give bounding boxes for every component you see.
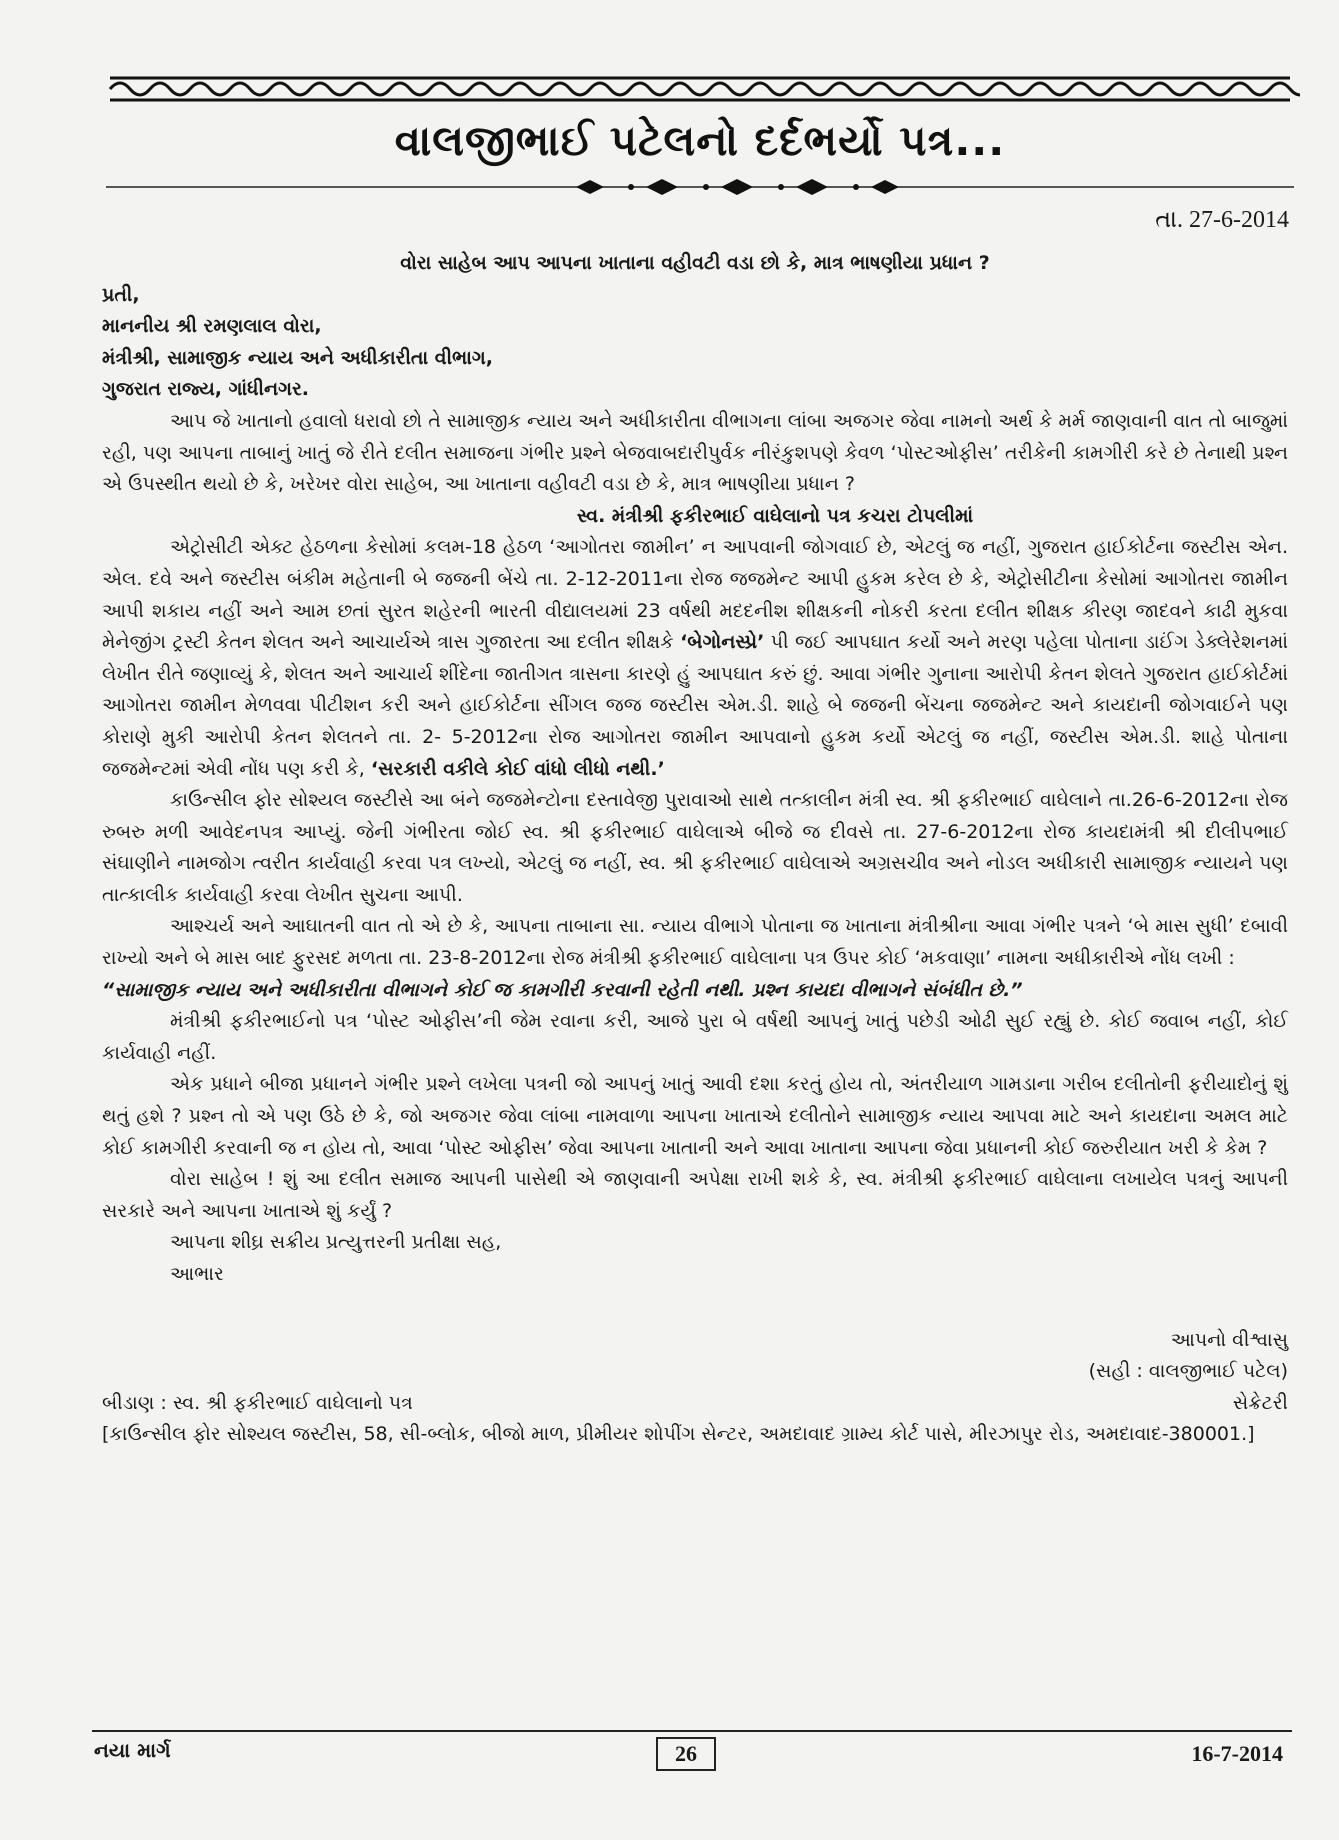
address-line: ગુજરાત રાજ્ય, ગાંધીનગર. — [102, 378, 310, 401]
footer-rule — [92, 1730, 1292, 1732]
address-line: પ્રતી, — [102, 283, 140, 306]
signature-line: સેક્રેટરી — [1232, 1391, 1288, 1414]
paragraph: આશ્ચર્ય અને આઘાતની વાત તો એ છે કે, આપના તાબાના સા. ન્યાય વીભાગે પોતાના જ ખાતાના મંત્રીશ્રીના આવા ગંભીર પત્રને ‘બે માસ સુધી’ દબાવી રાખ્યો અને બે માસ બાદ ફુરસદ મળતા તા. 23-8-2012ના રોજ મંત્રીશ્રી ફકીરભાઈ વાઘેલાના પત્ર ઉપર કોઈ ‘મકવાણા’ નામના અધીકારીએ નોંધ લખી : — [102, 915, 1288, 970]
address-line: મંત્રીશ્રી, સામાજીક ન્યાય અને અધીકારીતા વીભાગ, — [102, 346, 493, 369]
article-title: વાલજીભાઈ પટેલનો દર્દભર્યો પત્ર... — [394, 116, 1006, 165]
paragraph-text: પી જઈ આપઘાત કર્યો અને મરણ પહેલા પોતાના ડાઈંગ ડેક્લેરેશનમાં લેખીત રીતે જણાવ્યું કે, શેલત અને આચાર્ય શીંદેના જાતીગત ત્રાસના કારણે હું આપઘાત કરું છું. આવા ગંભીર ગુનાના આરોપી કેતન શેલતે ગુજરાત હાઈકોર્ટમાં આગોતરા જામીન મેળવવા પીટીશન કરી અને હાઈકોર્ટના સીંગલ જજ જસ્ટીસ એમ.ડી. શાહે બે જજની બેંચના જજમેન્ટ અને કાયદાની જોગવાઈને પણ કોરાણે મુકી આરોપી કેતન શેલતને તા. 2- 5-2012ના રોજ આગોતરા જામીન આપવાનો હુકમ કર્યો એટલું જ નહીં, જસ્ટીસ એમ.ડી. શાહે પોતાના જજમેન્ટમાં એવી નોંધ પણ કરી કે, — [102, 631, 1288, 780]
paragraph: મંત્રીશ્રી ફકીરભાઈનો પત્ર ‘પોસ્ટ ઓફીસ’ની જેમ રવાના કરી, આજે પુરા બે વર્ષથી આપનું ખાતું પછેડી ઓઢી સુઈ રહ્યું છે. કોઈ જવાબ નહીં, કોઈ કાર્યવાહી નહીં. — [102, 1010, 1288, 1064]
closing-line: આભાર — [170, 1263, 224, 1285]
title-divider-ornament — [106, 172, 1294, 202]
signature-line: આપનો વીશ્વાસુ — [1170, 1328, 1288, 1351]
paragraph: એક પ્રધાને બીજા પ્રધાનને ગંભીર પ્રશ્ને લખેલા પત્રની જો આપનું ખાતું આવી દશા કરતું હોય તો, અંતરીયાળ ગામડાના ગરીબ દલીતોની ફરીયાદોનું શું થતું હશે ? પ્રશ્ન તો એ પણ ઉઠે છે કે, જો અજગર જેવા લાંબા નામવાળા આપના ખાતાએ દલીતોને સામાજીક ન્યાય આપવા માટે અને કાયદાના અમલ માટે કોઈ કામગીરી કરવાની જ ન હોય તો, આવા ‘પોસ્ટ ઓફીસ’ જેવા આપના ખાતાની અને આવા ખાતાના આપના જેવા પ્રધાનની કોઈ જરુરીયાત ખરી કે કેમ ? — [102, 1073, 1288, 1159]
quoted-note: “સામાજીક ન્યાય અને અધીકારીતા વીભાગને કોઈ જ કામગીરી કરવાની રહેતી નથી. પ્રશ્ન કાયદા વીભાગને સંબંધીત છે.” — [102, 978, 1023, 1001]
letter-heading: વોરા સાહેબ આપ આપના ખાતાના વહીવટી વડા છો કે, માત્ર ભાષણીયા પ્રધાન ? — [400, 252, 990, 274]
section-subheading: સ્વ. મંત્રીશ્રી ફકીરભાઈ વાઘેલાનો પત્ર કચરા ટોપલીમાં — [576, 504, 974, 527]
organization-address: [કાઉન્સીલ ફોર સોશ્યલ જસ્ટીસ, 58, સી-બ્લોક, બીજો માળ, પ્રીમીયર શોપીંગ સેન્ટર, અમદાવાદ ગ્રામ્ય કોર્ટ પાસે, મીરઝાપુર રોડ, અમદાવાદ-380001.] — [102, 1423, 1255, 1446]
letter-body — [102, 248, 1288, 1451]
paragraph: કાઉન્સીલ ફોર સોશ્યલ જસ્ટીસે આ બંને જજમેન્ટોના દસ્તાવેજી પુરાવાઓ સાથે તત્કાલીન મંત્રી સ્વ. શ્રી ફકીરભાઈ વાઘેલાને તા.26-6-2012ના રોજ રુબરુ મળી આવેદનપત્ર આપ્યું. જેની ગંભીરતા જોઈ સ્વ. શ્રી ફકીરભાઈ વાઘેલાએ બીજે જ દીવસે તા. 27-6-2012ના રોજ કાયદામંત્રી શ્રી દીલીપભાઈ સંઘાણીને નામજોગ ત્વરીત કાર્યવાહી કરવા પત્ર લખ્યો, એટલું જ નહીં, સ્વ. શ્રી ફકીરભાઈ વાઘેલાએ અગ્રસચીવ અને નોડલ અધીકારી સામાજીક ન્યાયને પણ તાત્કાલીક કાર્યવાહી કરવા લેખીત સુચના આપી. — [102, 789, 1288, 906]
page-number: 26 — [656, 1737, 716, 1771]
closing-line: આપના શીઘ્ર સક્રીય પ્રત્યુત્તરની પ્રતીક્ષા સહ, — [170, 1231, 502, 1254]
bold-phrase: ‘બેગોનસ્પ્રે’ — [680, 631, 765, 654]
enclosure-note: બીડાણ : સ્વ. શ્રી ફકીરભાઈ વાઘેલાનો પત્ર — [102, 1391, 413, 1414]
issue-date: 16-7-2014 — [1191, 1741, 1283, 1766]
bold-phrase: ‘સરકારી વકીલે કોઈ વાંધો લીધો નથી.’ — [370, 757, 665, 780]
magazine-name: નયા માર્ગ — [94, 1738, 171, 1762]
paragraph: વોરા સાહેબ ! શું આ દલીત સમાજ આપની પાસેથી એ જાણવાની અપેક્ષા રાખી શકે કે, સ્વ. મંત્રીશ્રી ફકીરભાઈ વાઘેલાના લખાયેલ પત્રનું આપની સરકારે અને આપના ખાતાએ શું કર્યું ? — [102, 1168, 1288, 1222]
signature-line: (સહી : વાલજીભાઈ પટેલ) — [1088, 1360, 1288, 1383]
paragraph-text: એટ્રોસીટી એક્ટ હેઠળના કેસોમાં કલમ-18 હેઠળ ‘આગોતરા જામીન’ ન આપવાની જોગવાઈ છે, એટલું જ નહીં, ગુજરાત હાઈકોર્ટના જસ્ટીસ એન. એલ. દવે અને જસ્ટીસ બંકીમ મહેતાની બે જજની બેંચે તા. 2-12-2011ના રોજ જજમેન્ટ આપી હુકમ કરેલ છે કે, એટ્રોસીટીના કેસોમાં આગોતરા જામીન આપી શકાય નહીં અને આમ છતાં સુરત શહેરની ભારતી વીદ્યાલયમાં 23 વર્ષથી મદદનીશ શીક્ષકની નોકરી કરતા દલીત શીક્ષક કીરણ જાદવને કાઢી મુકવા મેનેજીંગ ટ્રસ્ટી કેતન શેલત અને આચાર્યએ ત્રાસ ગુજારતા આ દલીત શીક્ષકે — [102, 536, 1288, 654]
paragraph: આપ જે ખાતાનો હવાલો ધરાવો છો તે સામાજીક ન્યાય અને અધીકારીતા વીભાગના લાંબા અજગર જેવા નામનો અર્થ કે મર્મ જાણવાની વાત તો બાજુમાં રહી, પણ આપના તાબાનું ખાતું જે રીતે દલીત સમાજના ગંભીર પ્રશ્ને બેજવાબદારીપુર્વક નીરંકુશપણે કેવળ ‘પોસ્ટઓફીસ’ તરીકેની કામગીરી કરે છે તેનાથી પ્રશ્ન એ ઉપસ્થીત થયો છે કે, ખરેખર વોરા સાહેબ, આ ખાતાના વહીવટી વડા છે કે, માત્ર ભાષણીયા પ્રધાન ? — [102, 409, 1288, 496]
top-scroll-ornament — [100, 70, 1300, 110]
letter-date: તા. 27-6-2014 — [1155, 207, 1289, 233]
paragraph — [102, 532, 1288, 785]
address-line: માનનીય શ્રી રમણલાલ વોરા, — [102, 315, 322, 338]
